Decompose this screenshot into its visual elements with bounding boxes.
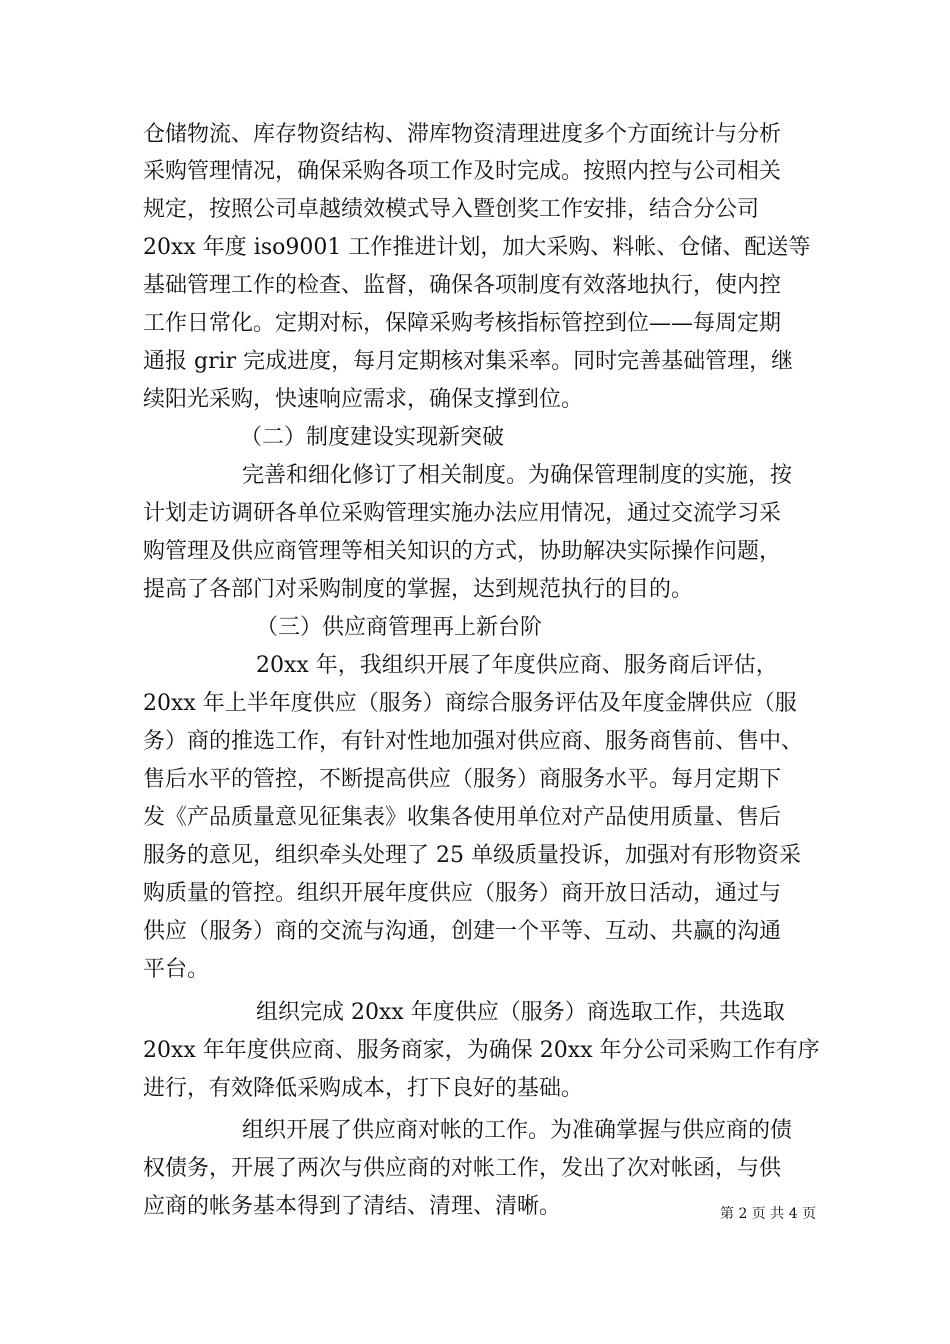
text-line: 通报 grir 完成进度，每月定期核对集采率。同时完善基础管理，继 (143, 349, 794, 374)
text-line: 售后水平的管控，不断提高供应（服务）商服务水平。每月定期下 (143, 767, 782, 792)
text-line: 权债务，开展了两次与供应商的对帐工作，发出了次对帐函，与供 (143, 1156, 782, 1181)
text-line: 组织开展了供应商对帐的工作。为准确掌握与供应商的债 (242, 1118, 793, 1143)
text-line: 提高了各部门对采购制度的掌握，达到规范执行的目的。 (143, 577, 694, 602)
text-line: 组织完成 20xx 年度供应（服务）商选取工作，共选取 (256, 1000, 785, 1025)
text-line: 20xx 年，我组织开展了年度供应商、服务商后评估， (256, 653, 778, 678)
text-line: 平台。 (143, 957, 210, 982)
section-heading: （三）供应商管理再上新台阶 (256, 615, 543, 640)
text-line: 进行，有效降低采购成本，打下良好的基础。 (143, 1076, 584, 1101)
text-line: 采购管理情况，确保采购各项工作及时完成。按照内控与公司相关 (143, 159, 782, 184)
text-line: 20xx 年上半年度供应（服务）商综合服务评估及年度金牌供应（服 (143, 691, 797, 716)
text-line: 仓储物流、库存物资结构、滞库物资清理进度多个方面统计与分析 (143, 122, 782, 147)
text-line: 供应（服务）商的交流与沟通，创建一个平等、互动、共赢的沟通 (143, 919, 782, 944)
text-line: 应商的帐务基本得到了清结、清理、清晰。 (143, 1194, 562, 1219)
text-line: 续阳光采购，快速响应需求，确保支撑到位。 (143, 387, 584, 412)
text-line: 工作日常化。定期对标，保障采购考核指标管控到位——每周定期 (143, 311, 782, 336)
text-line: 20xx 年度 iso9001 工作推进计划，加大采购、料帐、仓储、配送等 (143, 235, 811, 260)
section-heading: （二）制度建设实现新突破 (240, 425, 505, 450)
text-line: 购管理及供应商管理等相关知识的方式，协助解决实际操作问题， (143, 539, 782, 564)
text-line: 务）商的推选工作，有针对性地加强对供应商、服务商售前、售中、 (143, 729, 804, 754)
page-number: 第 2 页 共 4 页 (720, 1206, 817, 1222)
text-line: 发《产品质量意见征集表》收集各使用单位对产品使用质量、售后 (143, 805, 782, 830)
text-line: 完善和细化修订了相关制度。为确保管理制度的实施，按 (242, 463, 793, 488)
text-line: 规定，按照公司卓越绩效模式导入暨创奖工作安排，结合分公司 (143, 197, 760, 222)
text-line: 服务的意见，组织牵头处理了 25 单级质量投诉，加强对有形物资采 (143, 843, 801, 868)
text-line: 20xx 年年度供应商、服务商家，为确保 20xx 年分公司采购工作有序 (143, 1038, 820, 1063)
text-line: 计划走访调研各单位采购管理实施办法应用情况，通过交流学习采 (143, 501, 782, 526)
text-line: 购质量的管控。组织开展年度供应（服务）商开放日活动，通过与 (143, 881, 782, 906)
text-line: 基础管理工作的检查、监督，确保各项制度有效落地执行，使内控 (143, 273, 782, 298)
